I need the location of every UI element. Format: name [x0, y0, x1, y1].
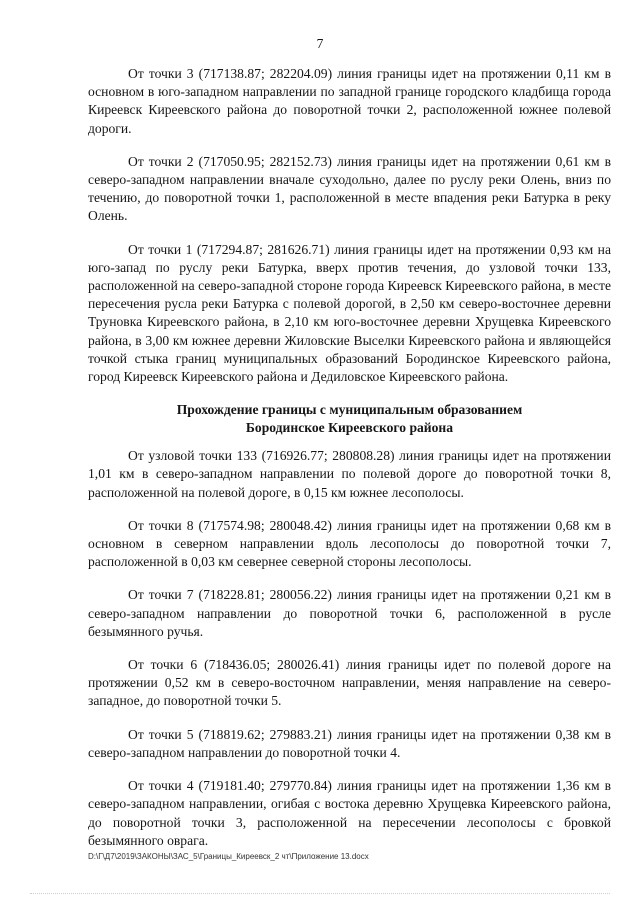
paragraph-point-8: От точки 8 (717574.98; 280048.42) линия границы идет на протяжении 0,68 км в основном в северном направлении вдоль лесополосы до поворотной точки 7, расположенной в 0,03 км севернее северной стороны лесополосы.: [88, 517, 611, 570]
page-number: 7: [316, 36, 324, 51]
section-heading-line-2: Бородинское Киреевского района: [245, 419, 454, 435]
scan-artifact-line: [30, 893, 610, 895]
paragraph-point-2: От точки 2 (717050.95; 282152.73) линия границы идет на протяжении 0,61 км в северо-западном направлении вначале суходольно, далее по руслу реки Олень, вниз по течению, до поворотной точки 1, расположенной в месте впадения реки Батурка в реку Олень.: [88, 153, 611, 224]
footer-file-path: D:\Г\Д7\2019\ЗАКОНЫ\ЗАС_5\Границы_Киреевск_2 чт\Приложение 13.docx: [88, 852, 369, 861]
document-body: [88, 65, 611, 865]
paragraph-node-133: От узловой точки 133 (716926.77; 280808.28) линия границы идет на протяжении 1,01 км в северо-западном направлении по полевой дороге до поворотной точки 8, расположенной на полевой дороге, в 0,15 км южнее лесополосы.: [88, 448, 611, 500]
section-heading: [88, 401, 611, 436]
paragraph-point-3: От точки 3 (717138.87; 282204.09) линия границы идет на протяжении 0,11 км в основном в юго-западном направлении по западной границе городского кладбища города Киреевск Киреевского района до поворотной точки 2, расположенной южнее полевой дороги.: [88, 66, 611, 136]
paragraph-point-5: От точки 5 (718819.62; 279883.21) линия границы идет на протяжении 0,38 км в северо-западном направлении до поворотной точки 4.: [88, 726, 611, 760]
paragraph-point-6: От точки 6 (718436.05; 280026.41) линия границы идет по полевой дороге на протяжении 0,52 км в северо-восточном направлении, меняя направление на северо-западное, до поворотной точки 5.: [88, 657, 611, 709]
paragraph-point-7: От точки 7 (718228.81; 280056.22) линия границы идет на протяжении 0,21 км в северо-западном направлении до поворотной точки 6, расположенной в русле безымянного ручья.: [88, 587, 611, 639]
section-heading-line-1: Прохождение границы с муниципальным образованием: [176, 402, 523, 418]
paragraph-point-4: От точки 4 (719181.40; 279770.84) линия границы идет на протяжении 1,36 км в северо-западном направлении, огибая с востока деревню Хрущевка Киреевского района, до поворотной точки 3, расположенной на пересечении лесополосы с бровкой безымянного оврага.: [88, 778, 611, 848]
paragraph-point-1: От точки 1 (717294.87; 281626.71) линия границы идет на протяжении 0,93 км на юго-запад по руслу реки Батурка, вверх против течения, до узловой точки 133, расположенной на северо-западной стороне города Киреевск Киреевского района, в месте пересечения русла реки Батурка с полевой дорогой, в 2,50 км северо-восточнее деревни Труновка Киреевского района, в 2,10 км юго-восточнее деревни Хрущевка Киреевского района, в 3,00 км южнее деревни Жиловские Выселки Киреевского района и являющейся точкой стыка границ муниципальных образований Бородинское Киреевского района, город Киреевск Киреевского района и Дедиловское Киреевского района.: [88, 241, 611, 385]
